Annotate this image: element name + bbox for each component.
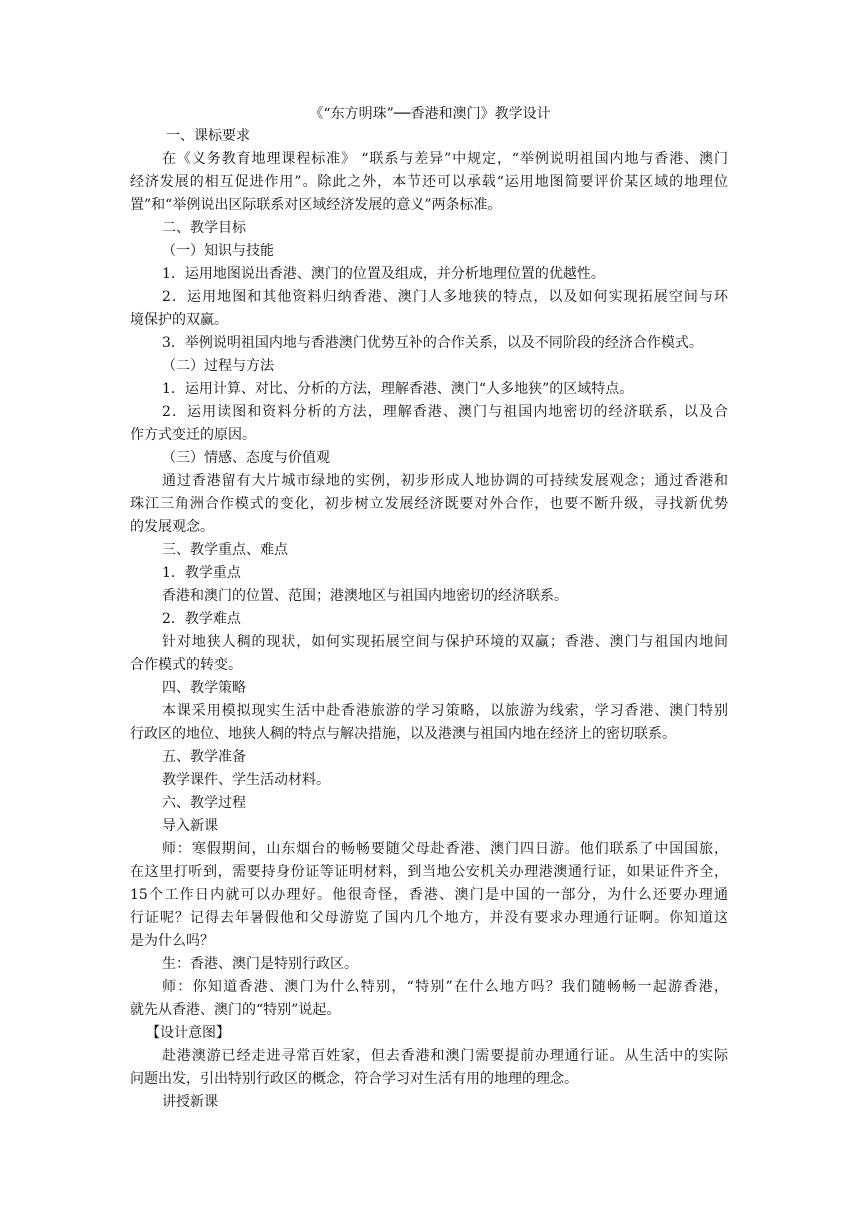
section-heading: 二、教学目标 (162, 220, 246, 236)
section-heading: 六、教学过程 (162, 795, 246, 811)
subsection-heading: 1．教学重点 (162, 565, 241, 581)
paragraph-line: 通过香港留有大片城市绿地的实例，初步形成人地协调的可持续发展观念；通过香港和 (162, 473, 728, 489)
subsection-heading: 讲授新课 (162, 1094, 218, 1110)
subsection-heading: （一）知识与技能 (162, 243, 274, 259)
paragraph-line: 本课采用模拟现实生活中赴香港旅游的学习策略，以旅游为线索，学习香港、澳门特别 (162, 703, 728, 719)
paragraph-line: 合作模式的转变。 (130, 657, 242, 673)
document-title: 《“东方明珠”──香港和澳门》教学设计 (309, 106, 551, 122)
subsection-heading: 2．教学难点 (162, 611, 241, 627)
paragraph-line: 1．运用计算、对比、分析的方法，理解香港、澳门“人多地狭”的区域特点。 (162, 381, 634, 397)
paragraph-line: 就先从香港、澳门的“特别”说起。 (130, 1002, 341, 1018)
paragraph-line: 针对地狭人稠的现状，如何实现拓展空间与保护环境的双赢；香港、澳门与祖国内地间 (162, 634, 728, 650)
paragraph-line: 的发展观念。 (130, 519, 214, 535)
paragraph-line: 行证呢？记得去年暑假他和父母游览了国内几个地方，并没有要求办理通行证啊。你知道这 (130, 910, 728, 926)
section-heading: 三、教学重点、难点 (162, 542, 288, 558)
paragraph-line: 行政区的地位、地狭人稠的特点与解决措施，以及港澳与祖国内地在经济上的密切联系。 (130, 726, 676, 742)
paragraph-line: 2．运用地图和其他资料归纳香港、澳门人多地狭的特点，以及如何实现拓展空间与环 (162, 289, 728, 305)
paragraph-line: 经济发展的相互促进作用”。除此之外，本节还可以承载“运用地图简要评价某区域的地理位 (130, 174, 728, 190)
subsection-heading: （二）过程与方法 (162, 358, 274, 374)
paragraph-line: 珠江三角洲合作模式的变化，初步树立发展经济既要对外合作，也要不断升级，寻找新优势 (130, 496, 728, 512)
paragraph-line: 生：香港、澳门是特别行政区。 (162, 956, 358, 972)
paragraph-line: 问题出发，引出特别行政区的概念，符合学习对生活有用的地理的理念。 (130, 1071, 578, 1087)
section-heading: 五、教学准备 (162, 749, 246, 765)
paragraph-line: 赴港澳游已经走进寻常百姓家，但去香港和澳门需要提前办理通行证。从生活中的实际 (162, 1048, 728, 1064)
paragraph-line: 教学课件、学生活动材料。 (162, 772, 330, 788)
section-heading: 一、课标要求 (166, 128, 250, 144)
paragraph-line: 师：你知道香港、澳门为什么特别，“特别”在什么地方吗？我们随畅畅一起游香港， (162, 979, 728, 995)
section-heading: 四、教学策略 (162, 680, 246, 696)
paragraph-line: 在《义务教育地理课程标准》 “联系与差异”中规定，“举例说明祖国内地与香港、澳门 (162, 151, 728, 167)
paragraph-line: 是为什么吗？ (130, 933, 214, 949)
paragraph-line: 3．举例说明祖国内地与香港澳门优势互补的合作关系，以及不同阶段的经济合作模式。 (162, 335, 703, 351)
design-intent-heading: 【设计意图】 (146, 1025, 230, 1041)
paragraph-line: 2．运用读图和资料分析的方法，理解香港、澳门与祖国内地密切的经济联系，以及合 (162, 404, 728, 420)
paragraph-line: 作方式变迁的原因。 (130, 427, 256, 443)
subsection-heading: 导入新课 (162, 818, 218, 834)
paragraph-line: 15个工作日内就可以办理好。他很奇怪，香港、澳门是中国的一部分，为什么还要办理通 (130, 887, 728, 903)
paragraph-line: 香港和澳门的位置、范围；港澳地区与祖国内地密切的经济联系。 (162, 588, 568, 604)
paragraph-line: 在这里打听到，需要持身份证等证明材料，到当地公安机关办理港澳通行证，如果证件齐全， (130, 864, 728, 880)
paragraph-line: 师：寒假期间，山东烟台的畅畅要随父母赴香港、澳门四日游。他们联系了中国国旅， (162, 841, 728, 857)
subsection-heading: （三）情感、态度与价值观 (162, 450, 330, 466)
paragraph-line: 置”和“举例说出区际联系对区域经济发展的意义”两条标准。 (130, 197, 502, 213)
paragraph-line: 1．运用地图说出香港、澳门的位置及组成，并分析地理位置的优越性。 (162, 266, 605, 282)
paragraph-line: 境保护的双赢。 (130, 312, 228, 328)
